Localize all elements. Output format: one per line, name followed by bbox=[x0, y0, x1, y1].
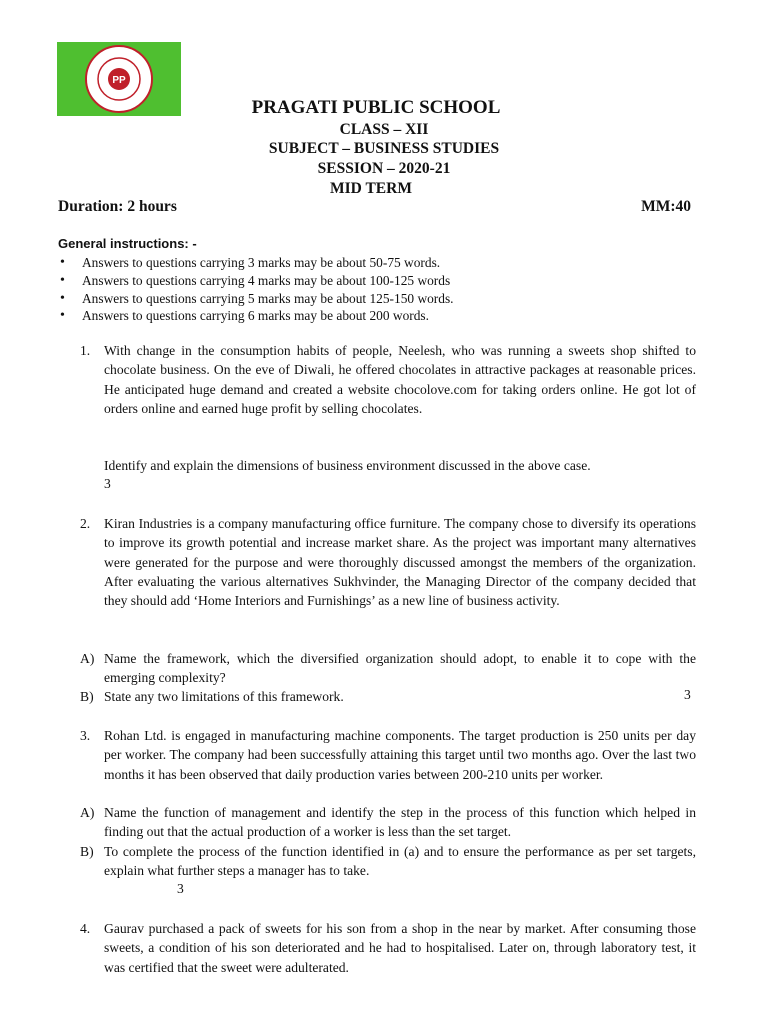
question-ask: Identify and explain the dimensions of business environment discussed in the above case. bbox=[104, 458, 591, 473]
duration: Duration: 2 hours bbox=[58, 198, 177, 215]
part-label: B) bbox=[80, 689, 94, 704]
instruction-item: • Answers to questions carrying 4 marks may be about 100-125 words bbox=[58, 272, 708, 290]
instructions-list bbox=[58, 254, 708, 325]
question-part bbox=[80, 649, 696, 688]
max-marks: MM:40 bbox=[641, 198, 691, 215]
question-number: 4. bbox=[80, 921, 91, 936]
term-title: MID TERM bbox=[330, 180, 412, 197]
question-part bbox=[80, 687, 696, 706]
logo-monogram: PP bbox=[112, 75, 126, 86]
question-text: Gaurav purchased a pack of sweets for his son from a shop in the near by market. After consuming those sweets, a condition of his son deteriorated and he had to hospitalised. Later on, through laboratory test, it was certified that the sweet were adulterated. bbox=[104, 921, 696, 975]
instructions-title: General instructions: - bbox=[58, 236, 197, 251]
question-marks: 3 bbox=[104, 476, 111, 491]
part-text: Name the function of management and identify the step in the process of this function which helped in finding out that the actual production of a worker is less than the set target. bbox=[104, 805, 696, 840]
part-text: To complete the process of the function identified in (a) and to ensure the performance as per set targets, explain what further steps a manager has to take. bbox=[104, 844, 696, 879]
question-text: Kiran Industries is a company manufacturing office furniture. The company chose to diversify its operations to improve its growth potential and increase market share. As the project was important many alternatives were generated for the purpose and were thoroughly discussed amongst the members of the organization. After evaluating the various alternatives Sukhvinder, the Managing Director of the company decided that they should add ‘Home Interiors and Furnishings’ as a new line of business activity. bbox=[104, 516, 696, 609]
school-name: PRAGATI PUBLIC SCHOOL bbox=[251, 97, 501, 118]
instruction-item: • Answers to questions carrying 5 marks may be about 125-150 words. bbox=[58, 290, 708, 308]
instruction-item: • Answers to questions carrying 6 marks may be about 200 words. bbox=[58, 307, 708, 325]
question-text: With change in the consumption habits of people, Neelesh, who was running a sweets shop shifted to chocolate business. On the eve of Diwali, he offered chocolates in attractive packages at reasonable prices. He anticipated huge demand and created a website chocolove.com for taking orders online. He got lot of orders online and earned huge profit by selling chocolates. bbox=[104, 343, 696, 416]
instruction-item: • Answers to questions carrying 3 marks may be about 50-75 words. bbox=[58, 254, 708, 272]
session-title: SESSION – 2020-21 bbox=[317, 160, 451, 177]
part-text: Name the framework, which the diversified organization should adopt, to enable it to cope with the emerging complexity? bbox=[104, 651, 696, 686]
question-marks: 3 bbox=[177, 881, 184, 896]
question-marks: 3 bbox=[684, 687, 691, 702]
question-number: 3. bbox=[80, 728, 91, 743]
question-part bbox=[80, 803, 696, 842]
class-title: CLASS – XII bbox=[339, 121, 429, 138]
question-part bbox=[80, 842, 696, 881]
question-text: Rohan Ltd. is engaged in manufacturing machine components. The target production is 250 units per day per worker. The company had been successfully attaining this target until two months ago. Over the last two months it has been observed that daily production varies between 200-210 units per worker. bbox=[104, 728, 696, 782]
question-number: 1. bbox=[80, 343, 91, 358]
question-number: 2. bbox=[80, 516, 91, 531]
part-text: State any two limitations of this framework. bbox=[104, 689, 344, 704]
subject-title: SUBJECT – BUSINESS STUDIES bbox=[268, 140, 500, 157]
part-label: B) bbox=[80, 844, 94, 859]
part-label: A) bbox=[80, 805, 95, 820]
part-label: A) bbox=[80, 651, 95, 666]
